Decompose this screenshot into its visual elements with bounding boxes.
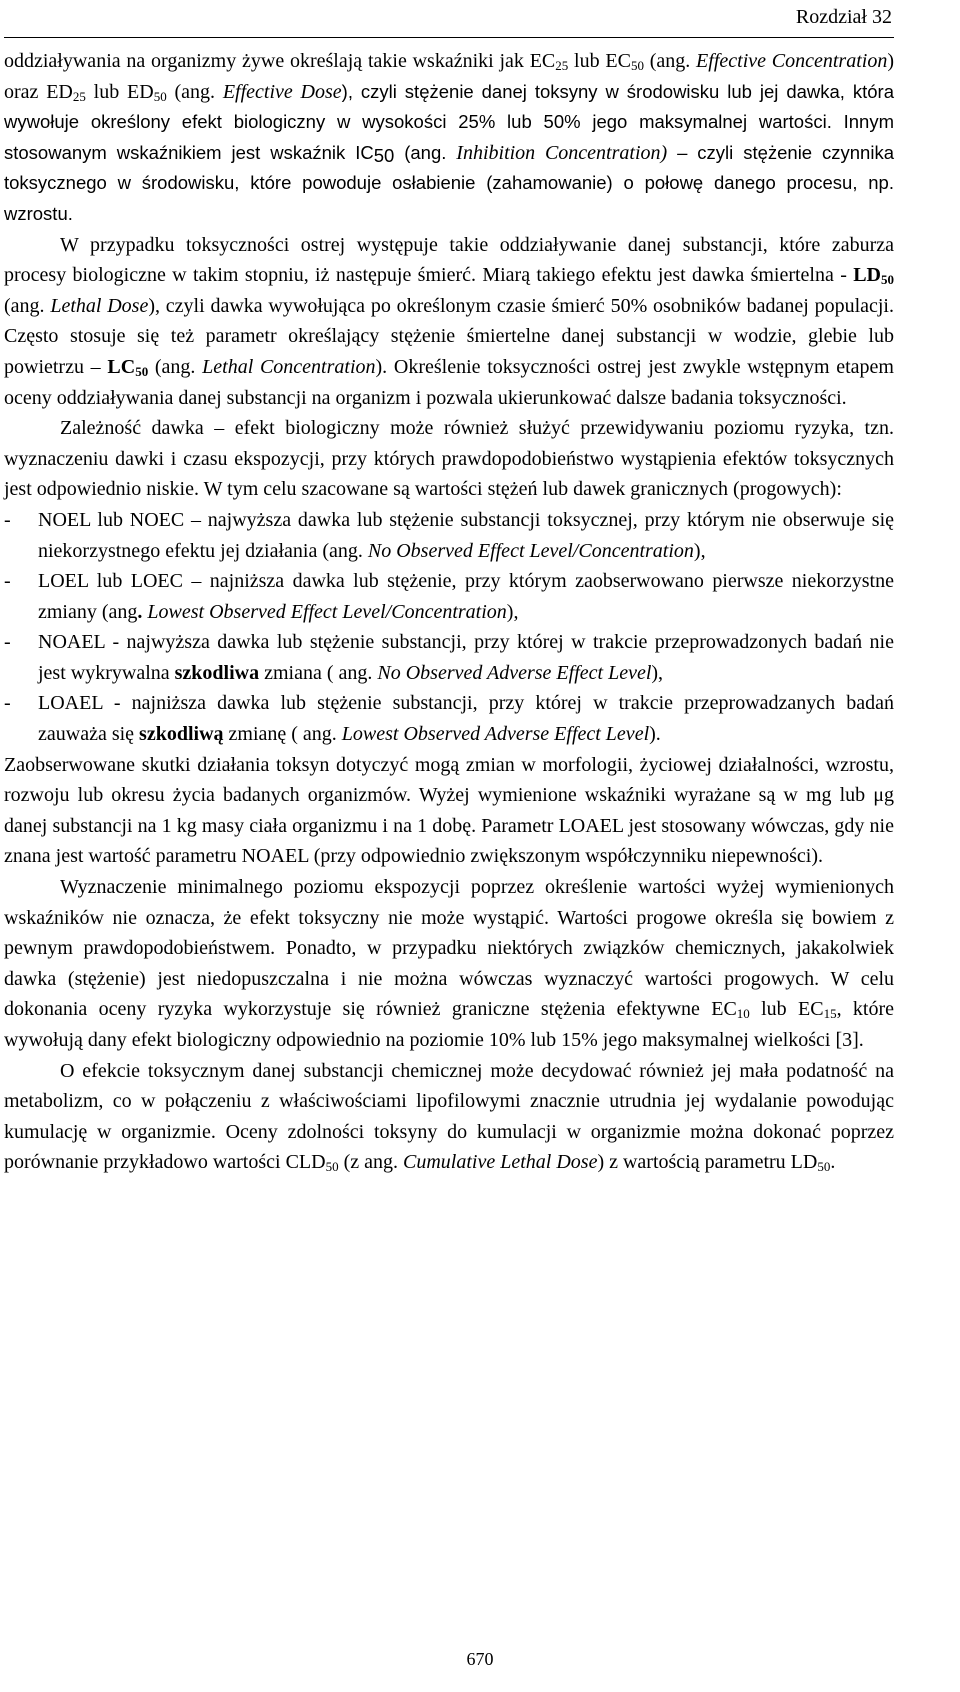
chapter-header: Rozdział 32 [795, 6, 892, 28]
list-item: - NOEL lub NOEC – najwyższa dawka lub stężenie substancji toksycznej, przy którym nie obserwuje się niekorzystnego efektu jej działania (ang. No Observed Effect Level/Concentration), [4, 505, 894, 566]
paragraph-4: Zaobserwowane skutki działania toksyn dotyczyć mogą zmian w morfologii, życiowej działalności, wzrostu, rozwoju lub okresu życia badanych organizmów. Wyżej wymienione wskaźniki wyrażane są w mg lub μg danej substancji na 1 kg masy ciała organizmu i na 1 dobę. Parametr LOAEL jest stosowany wówczas, gdy nie znana jest wartość parametru NOAEL (przy odpowiednio zwiększonym współczynniku niepewności). [4, 753, 894, 868]
paragraph-3: Zależność dawka – efekt biologiczny może również służyć przewidywaniu poziomu ryzyka, tzn. wyznaczeniu dawki i czasu ekspozycji, przy których prawdopodobieństwo wystąpienia efektów toksycznych jest odpowiednio niskie. W tym celu szacowane są wartości stężeń lub dawek granicznych (progowych): [4, 417, 894, 501]
paragraph-5: Wyznaczenie minimalnego poziomu ekspozycji poprzez określenie wartości wyżej wymienionych wskaźników nie oznacza, że efekt toksyczny nie może wystąpić. Wartości progowe określa się bowiem z pewnym prawdopodobieństwem. Ponadto, w przypadku niektórych związków chemicznych, jakakolwiek dawka (stężenie) jest niedopuszczalna i nie można wówczas wyznaczyć wartości progowych. W celu dokonania oceny ryzyka wykorzystuje się również graniczne stężenia efektywne $EC_{10}$ lub $EC_{15}$, które wywołują dany efekt biologiczny odpowiednio na poziomie 10% lub 15% jego maksymalnej wielkości [3]. [4, 876, 894, 1051]
paragraph-2: W przypadku toksyczności ostrej występuje takie oddziaływanie danej substancji, które zaburza procesy biologiczne w takim stopniu, iż następuje śmierć. Miarą takiego efektu jest dawka śmiertelna - $LD_{50}$ (ang. Lethal Dose), czyli dawka wywołująca po określonym czasie śmierć 50% osobników badanej populacji. Często stosuje się też parametr określający stężenie śmiertelne danej substancji w wodzie, glebie lub powietrzu – $LC_{50}$ (ang. Lethal Concentration). Określenie toksyczności ostrej jest zwykle wstępnym etapem oceny oddziaływania danej substancji na organizm i pozwala ukierunkować dalsze badania toksyczności. [4, 233, 894, 409]
paragraph-1: oddziaływania na organizmy żywe określają takie wskaźniki jak $EC_{25}$ lub $EC_{50}$ (ang. Effective Concentration) oraz $ED_{25}$ lub $ED_{50}$ (ang. Effective Dose), czyli stężenie danej toksyny w środowisku lub jej dawka, która wywołuje określony efekt biologiczny w wysokości 25% lub 50% jego maksymalnej wartości. Innym stosowanym wskaźnikiem jest wskaźnik $IC_{50}$ (ang. Inhibition Concentration) – czyli stężenie czynnika toksycznego w środowisku, które powoduje osłabienie (zahamowanie) o połowę danego procesu, np. wzrostu. [4, 50, 894, 224]
list-item: - LOAEL - najniższa dawka lub stężenie substancji, przy której w trakcie przeprowadzanych badań zauważa się szkodliwą zmianę ( ang. Lowest Observed Adverse Effect Level). [4, 688, 894, 749]
paragraph-6: O efekcie toksycznym danej substancji chemicznej może decydować również jej mała podatność na metabolizm, co w połączeniu z właściwościami lipofilowymi znacznie utrudnia jej wydalanie powodując kumulację w organizmie. Oceny zdolności toksyny do kumulacji w organizmie można dokonać poprzez porównanie przykładowo wartości $CLD_{50}$ (z ang. Cumulative Lethal Dose) z wartością parametru $LD_{50}$. [4, 1059, 894, 1175]
list-item: - NOAEL - najwyższa dawka lub stężenie substancji, przy której w trakcie przeprowadzonych badań nie jest wykrywalna szkodliwa zmiana ( ang. No Observed Adverse Effect Level), [4, 627, 894, 688]
threshold-list [4, 505, 894, 750]
list-item: - LOEL lub LOEC – najniższa dawka lub stężenie, przy którym zaobserwowano pierwsze niekorzystne zmiany (ang. Lowest Observed Effect Level/Concentration), [4, 566, 894, 627]
list-dash: - [4, 692, 11, 715]
list-dash: - [4, 570, 11, 593]
page-number: 670 [466, 1649, 494, 1669]
body-text [4, 46, 894, 1178]
list-dash: - [4, 508, 11, 531]
list-dash: - [4, 631, 11, 654]
header-rule [4, 37, 894, 38]
